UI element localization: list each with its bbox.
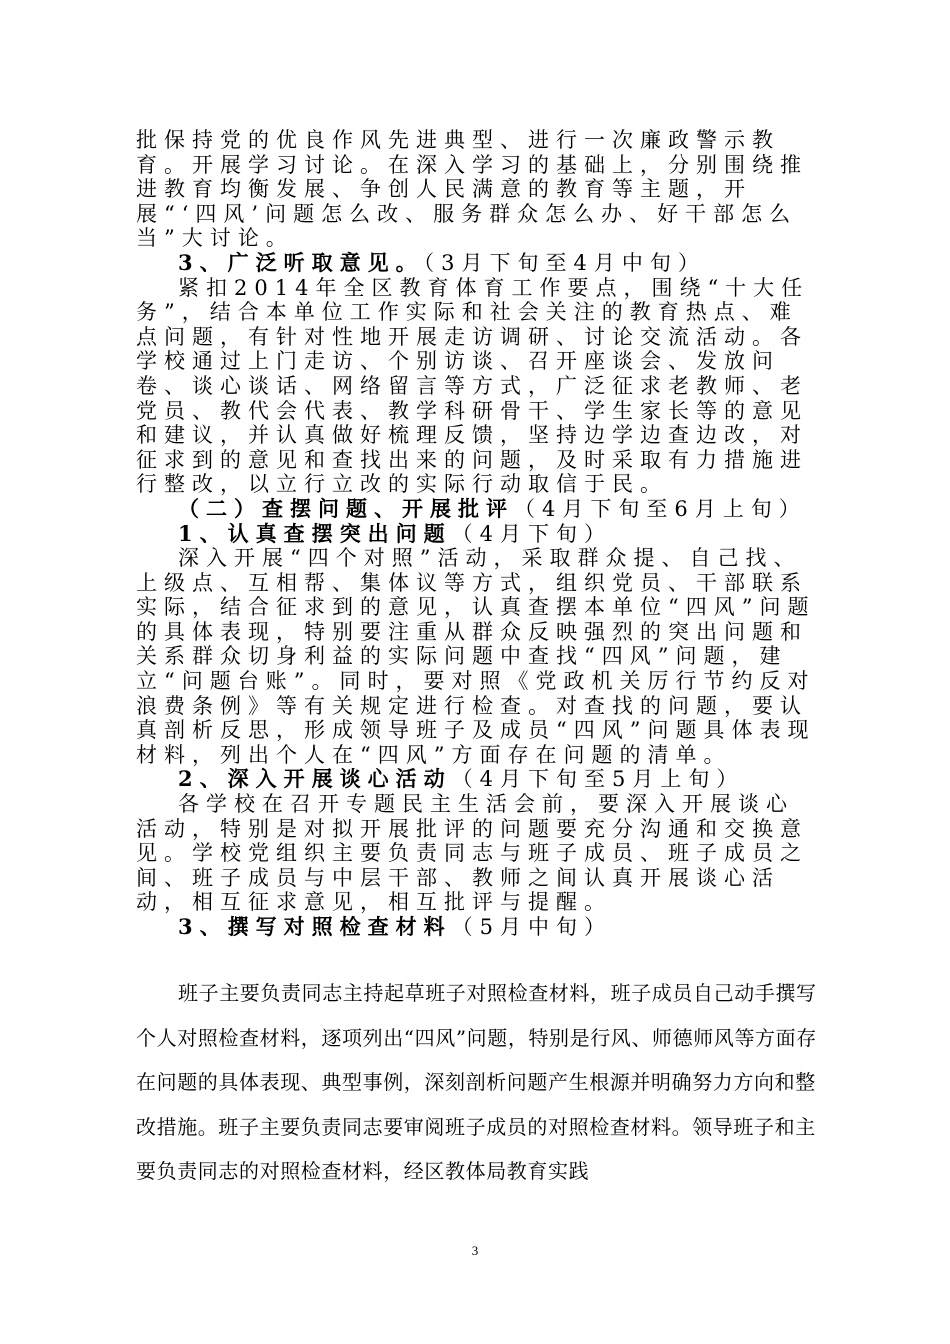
section-time: （4月下旬至6月上旬）: [514, 496, 807, 521]
heading-time: （4月下旬）: [451, 521, 612, 546]
heading-listen-opinions: [136, 251, 816, 276]
heading-title: 2、深入开展谈心活动: [178, 766, 452, 792]
heading-write-materials: [136, 915, 816, 940]
paragraph-listen-opinions: 紧扣2014年全区教育体育工作要点，围绕“十大任务”，结合本单位工作实际和社会关注的教育热点、难点问题，有针对性地开展走访调研、讨论交流活动。各学校通过上门走访、个别访谈、召开座谈会、发放问卷、谈心谈话、网络留言等方式，广泛征求老教师、老党员、教代会代表、教学科研骨干、学生家长等的意见和建议，并认真做好梳理反馈，坚持边学边查边改，对征求到的意见和查找出来的问题，及时采取有力措施进行整改，以立行立改的实际行动取信于民。: [136, 275, 810, 497]
heading-title: 1、认真查摆突出问题: [178, 520, 452, 546]
paragraph-find-problems: 深入开展“四个对照”活动，采取群众提、自己找、上级点、互相帮、集体议等方式，组织党员、干部联系实际，结合征求到的意见，认真查摆本单位“四风”问题的具体表现，特别要注重从群众反映强烈的突出问题和关系群众切身利益的实际问题中查找“四风”问题，建立“问题台账”。同时，要对照《党政机关厉行节约反对浪费条例》等有关规定进行检查。对查找的问题，要认真剖析反思，形成领导班子及成员“四风”问题具体表现材料，列出个人在“四风”方面存在问题的清单。: [136, 546, 816, 767]
heading-time: （3月下旬至4月中旬）: [423, 250, 706, 275]
section-heading-two: [136, 497, 816, 522]
page-number: 3: [471, 1243, 479, 1258]
heading-heart-talk: [136, 767, 816, 792]
section-title: （二）查摆问题、开展批评: [178, 495, 514, 521]
heading-title: 3、广泛听取意见。: [178, 249, 424, 275]
paragraph-discussion: 批保持党的优良作风先进典型、进行一次廉政警示教育。开展学习讨论。在深入学习的基础上，分别围绕推进教育均衡发展、争创人民满意的教育等主题，开展“‘四风’问题怎么改、服务群众怎么办、好干部怎么当”大讨论。: [136, 128, 808, 251]
heading-time: （5月中旬）: [451, 915, 612, 939]
paragraph-write-materials: 班子主要负责同志主持起草班子对照检查材料，班子成员自己动手撰写个人对照检查材料，逐项列出“四风”问题，特别是行风、师德师风等方面存在问题的具体表现、典型事例，深刻剖析问题产生根源并明确努力方向和整改措施。班子主要负责同志要审阅班子成员的对照检查材料。领导班子和主要负责同志的对照检查材料，经区教体局教育实践: [136, 981, 817, 1183]
heading-time: （4月下旬至5月上旬）: [451, 767, 745, 792]
paragraph-heart-talk: 各学校在召开专题民主生活会前，要深入开展谈心活动，特别是对拟开展批评的问题要充分沟通和交换意见。学校党组织主要负责同志与班子成员、班子成员之间、班子成员与中层干部、教师之间认真开展谈心活动，相互征求意见，相互批评与提醒。: [136, 792, 808, 915]
normal-text-block: [136, 971, 822, 1194]
heading-title: 3、撰写对照检查材料: [178, 914, 452, 939]
heading-find-problems: [136, 522, 816, 547]
dense-text-block: [136, 128, 816, 940]
